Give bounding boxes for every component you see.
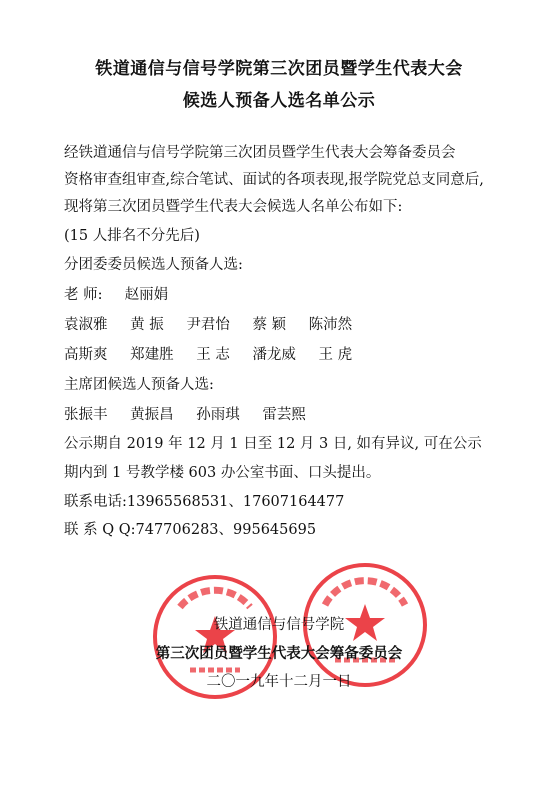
- teacher-name: 赵丽娟: [124, 287, 169, 303]
- notice-line2: 期内到 1 号教学楼 603 办公室书面、口头提出。: [64, 465, 381, 481]
- signature-committee: 第三次团员暨学生代表大会筹备委员会: [155, 645, 403, 662]
- candidate-name: 孙雨琪: [196, 407, 240, 423]
- paragraph-intro-line1: 经铁道通信与信号学院第三次团员暨学生代表大会筹备委员会: [64, 145, 456, 161]
- candidate-row-1: [64, 313, 370, 334]
- paragraph-intro-line3: 现将第三次团员暨学生代表大会候选人名单公布如下:: [64, 199, 403, 215]
- candidate-name: 黄振昌: [130, 407, 174, 423]
- candidate-name: 雷芸熙: [262, 407, 306, 423]
- candidate-name: 张振丰: [64, 407, 108, 423]
- candidate-name: 袁淑雅: [64, 317, 108, 333]
- candidate-name: 王 虎: [318, 347, 353, 363]
- document-title-line1: 铁道通信与信号学院第三次团员暨学生代表大会: [95, 59, 463, 79]
- candidate-name: 陈沛然: [308, 317, 353, 333]
- teacher-line: [64, 283, 168, 304]
- signature-date: 二〇一九年十二月一日: [206, 674, 352, 690]
- candidate-name: 王 志: [196, 347, 230, 363]
- contact-qq: 联 系 Q Q:747706283、995645695: [64, 522, 317, 538]
- teacher-label: 老 师:: [64, 287, 103, 303]
- presidium-heading: 主席团候选人预备人选:: [64, 377, 214, 393]
- paragraph-intro-line2: 资格审查组审查,综合笔试、面试的各项表现,报学院党总支同意后,: [64, 172, 484, 188]
- candidate-row-3: [64, 403, 324, 424]
- candidate-name: 蔡 颖: [252, 317, 287, 333]
- committee-heading: 分团委委员候选人预备人选:: [64, 257, 243, 273]
- candidate-name: 潘龙威: [252, 347, 296, 363]
- candidate-name: 郑建胜: [130, 347, 174, 363]
- candidate-name: 尹君怡: [186, 317, 230, 333]
- candidate-row-2: [64, 343, 370, 364]
- candidate-name: 高斯爽: [64, 347, 108, 363]
- notice-line1: 公示期自 2019 年 12 月 1 日至 12 月 3 日, 如有异议, 可在公示: [64, 436, 482, 452]
- ranking-note: (15 人排名不分先后): [64, 228, 200, 244]
- signature-org: 铁道通信与信号学院: [213, 617, 345, 633]
- document-title-line2: 候选人预备人选名单公示: [182, 91, 376, 111]
- contact-phone: 联系电话:13965568531、17607164477: [64, 494, 345, 510]
- candidate-name: 黄 振: [130, 317, 164, 333]
